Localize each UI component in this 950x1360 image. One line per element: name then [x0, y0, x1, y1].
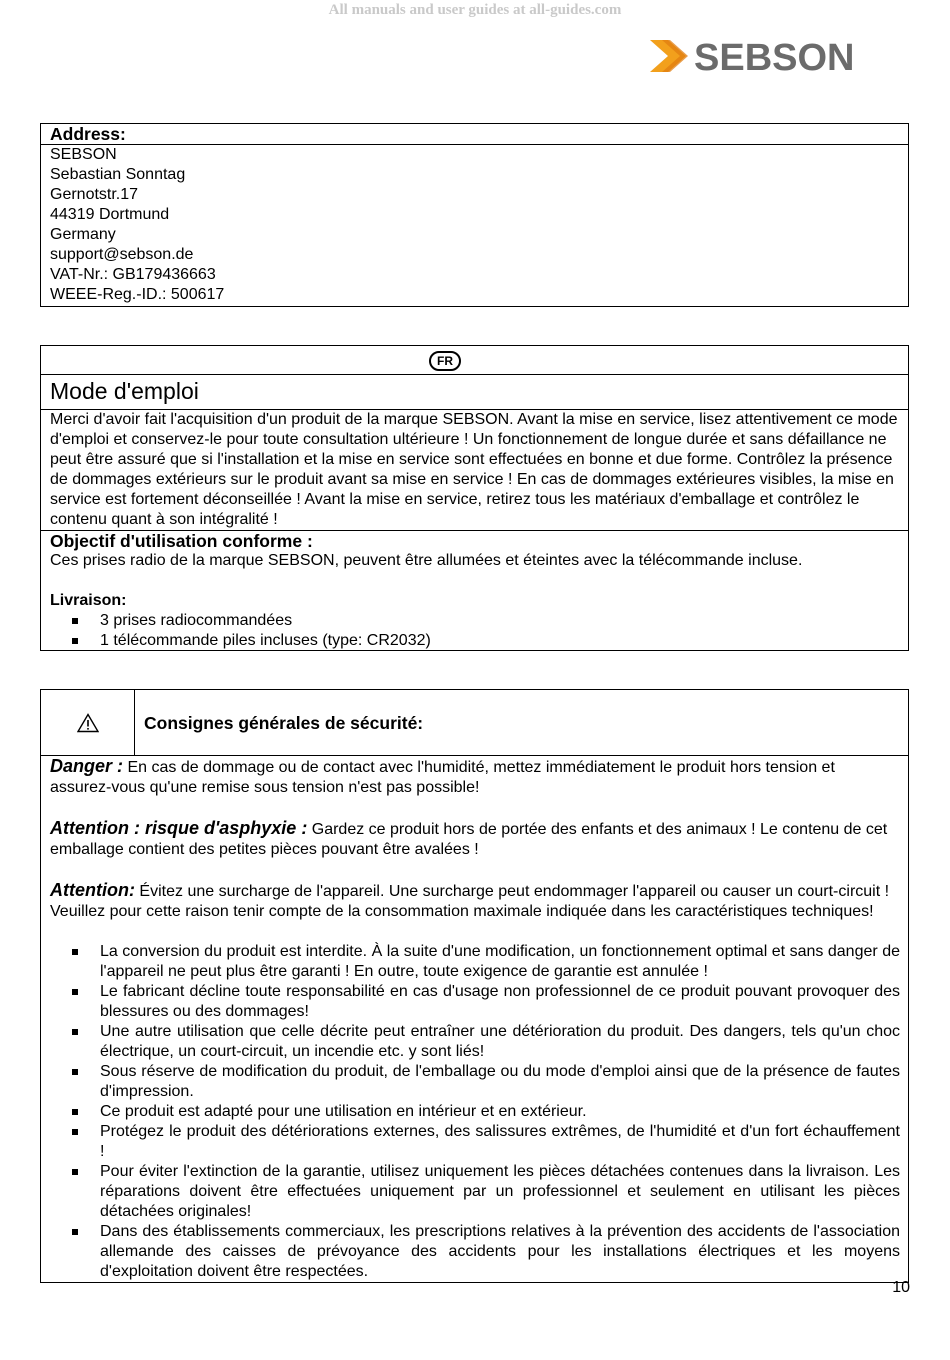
- page-number: 10: [892, 1279, 910, 1296]
- address-body: [41, 145, 908, 306]
- usage-text: Ces prises radio de la marque SEBSON, peuvent être allumées et éteintes avec la télécommande incluse.: [50, 552, 803, 569]
- language-row: [41, 346, 908, 375]
- danger-paragraph: [50, 756, 900, 798]
- list-item: Dans des établissements commerciaux, les prescriptions relatives à la prévention des accidents de l'association allemande des caisses de prévoyance des accidents pour les installations électriques et les moyens d'exploitation doivent être respectées.: [41, 1222, 900, 1282]
- address-line: VAT-Nr.: GB179436663: [50, 266, 216, 283]
- safety-body: [41, 756, 908, 1282]
- safety-header: [41, 690, 908, 756]
- asphyxia-text: Gardez ce produit hors de portée des enfants et des animaux ! Le contenu de cet emballage contient des petites pièces pouvant être avalées !: [50, 821, 888, 858]
- address-line: Germany: [50, 226, 116, 243]
- attention-paragraph: [50, 880, 900, 922]
- warning-triangle-icon: [77, 713, 99, 733]
- address-heading: Address:: [41, 124, 908, 145]
- manual-box: [40, 345, 909, 651]
- address-line: support@sebson.de: [50, 246, 194, 263]
- warning-icon-cell: [41, 690, 135, 755]
- language-badge: FR: [429, 351, 461, 371]
- list-item: Pour éviter l'extinction de la garantie, utilisez uniquement les pièces détachées contenues dans la livraison. Les réparations doivent être effectuées uniquement par un professionnel et seulement en utilisant les pièces détachées originales!: [41, 1162, 900, 1222]
- address-box: [40, 123, 909, 307]
- list-item: Le fabricant décline toute responsabilité en cas d'usage non professionnel de ce produit pouvant provoquer des blessures ou des dommages!: [41, 982, 900, 1022]
- list-item: 1 télécommande piles incluses (type: CR2032): [41, 631, 899, 651]
- list-item: Ce produit est adapté pour une utilisation en intérieur et en extérieur.: [41, 1102, 900, 1122]
- address-line: Gernotstr.17: [50, 186, 139, 203]
- list-item: La conversion du produit est interdite. À la suite d'une modification, un fonctionnement optimal et sans danger de l'appareil ne peut plus être garanti ! En outre, toute exigence de garantie est annulée !: [41, 942, 900, 982]
- address-line: SEBSON: [50, 146, 117, 163]
- safety-box: [40, 689, 909, 1283]
- watermark-text: All manuals and user guides at all-guides.com: [328, 2, 622, 18]
- list-item: Sous réserve de modification du produit, de l'emballage ou du mode d'emploi ainsi que de la présence de fautes d'impression.: [41, 1062, 900, 1102]
- logo-chevron-icon: [648, 34, 858, 78]
- danger-label: Danger :: [50, 756, 124, 776]
- list-item: Protégez le produit des détériorations externes, des salissures extrêmes, de l'humidité et d'un fort échauffement !: [41, 1122, 900, 1162]
- logo-wordmark: SEBSON: [694, 37, 855, 78]
- manual-intro: Merci d'avoir fait l'acquisition d'un produit de la marque SEBSON. Avant la mise en service, lisez attentivement ce mode d'emploi et conservez-le pour toute consultation ultérieure ! Un fonctionnement de longue durée et sans défaillance ne peut être assuré que si l'installation et la mise en service sont effectuées en bonne et due forme. Contrôlez la présence de dommages extérieurs sur le produit avant sa mise en service ! En cas de dommages extérieures visibles, la mise en service est fortement déconseillée ! Avant la mise en service, retirez tous les matériaux d'emballage et contrôlez le contenu quant à son intégralité !: [41, 410, 908, 531]
- manual-title: Mode d'emploi: [41, 375, 908, 410]
- danger-text: En cas de dommage ou de contact avec l'humidité, mettez immédiatement le produit hors tension et assurez-vous qu'une remise sous tension n'est pas possible!: [50, 759, 835, 796]
- usage-section: [41, 531, 908, 650]
- safety-heading: Consignes générales de sécurité:: [144, 712, 424, 733]
- usage-heading: Objectif d'utilisation conforme :: [50, 531, 313, 551]
- address-line: WEEE-Reg.-ID.: 500617: [50, 286, 225, 303]
- address-line: 44319 Dortmund: [50, 206, 170, 223]
- attention-label: Attention:: [50, 880, 135, 900]
- address-line: Sebastian Sonntag: [50, 166, 186, 183]
- list-item: 3 prises radiocommandées: [41, 611, 899, 631]
- sebson-logo: [648, 34, 858, 78]
- asphyxia-paragraph: [50, 818, 900, 860]
- attention-text: Évitez une surcharge de l'appareil. Une surcharge peut endommager l'appareil ou causer un court-circuit ! Veuillez pour cette raison tenir compte de la consommation maximale indiquée dans les caractéristiques techniques!: [50, 883, 890, 920]
- asphyxia-label: Attention : risque d'asphyxie :: [50, 818, 308, 838]
- safety-list: [41, 942, 900, 1282]
- delivery-heading: Livraison:: [50, 592, 127, 609]
- list-item: Une autre utilisation que celle décrite peut entraîner une détérioration du produit. Des dangers, tels qu'un choc électrique, un court-circuit, un incendie etc. y sont liés!: [41, 1022, 900, 1062]
- delivery-list: [41, 611, 899, 651]
